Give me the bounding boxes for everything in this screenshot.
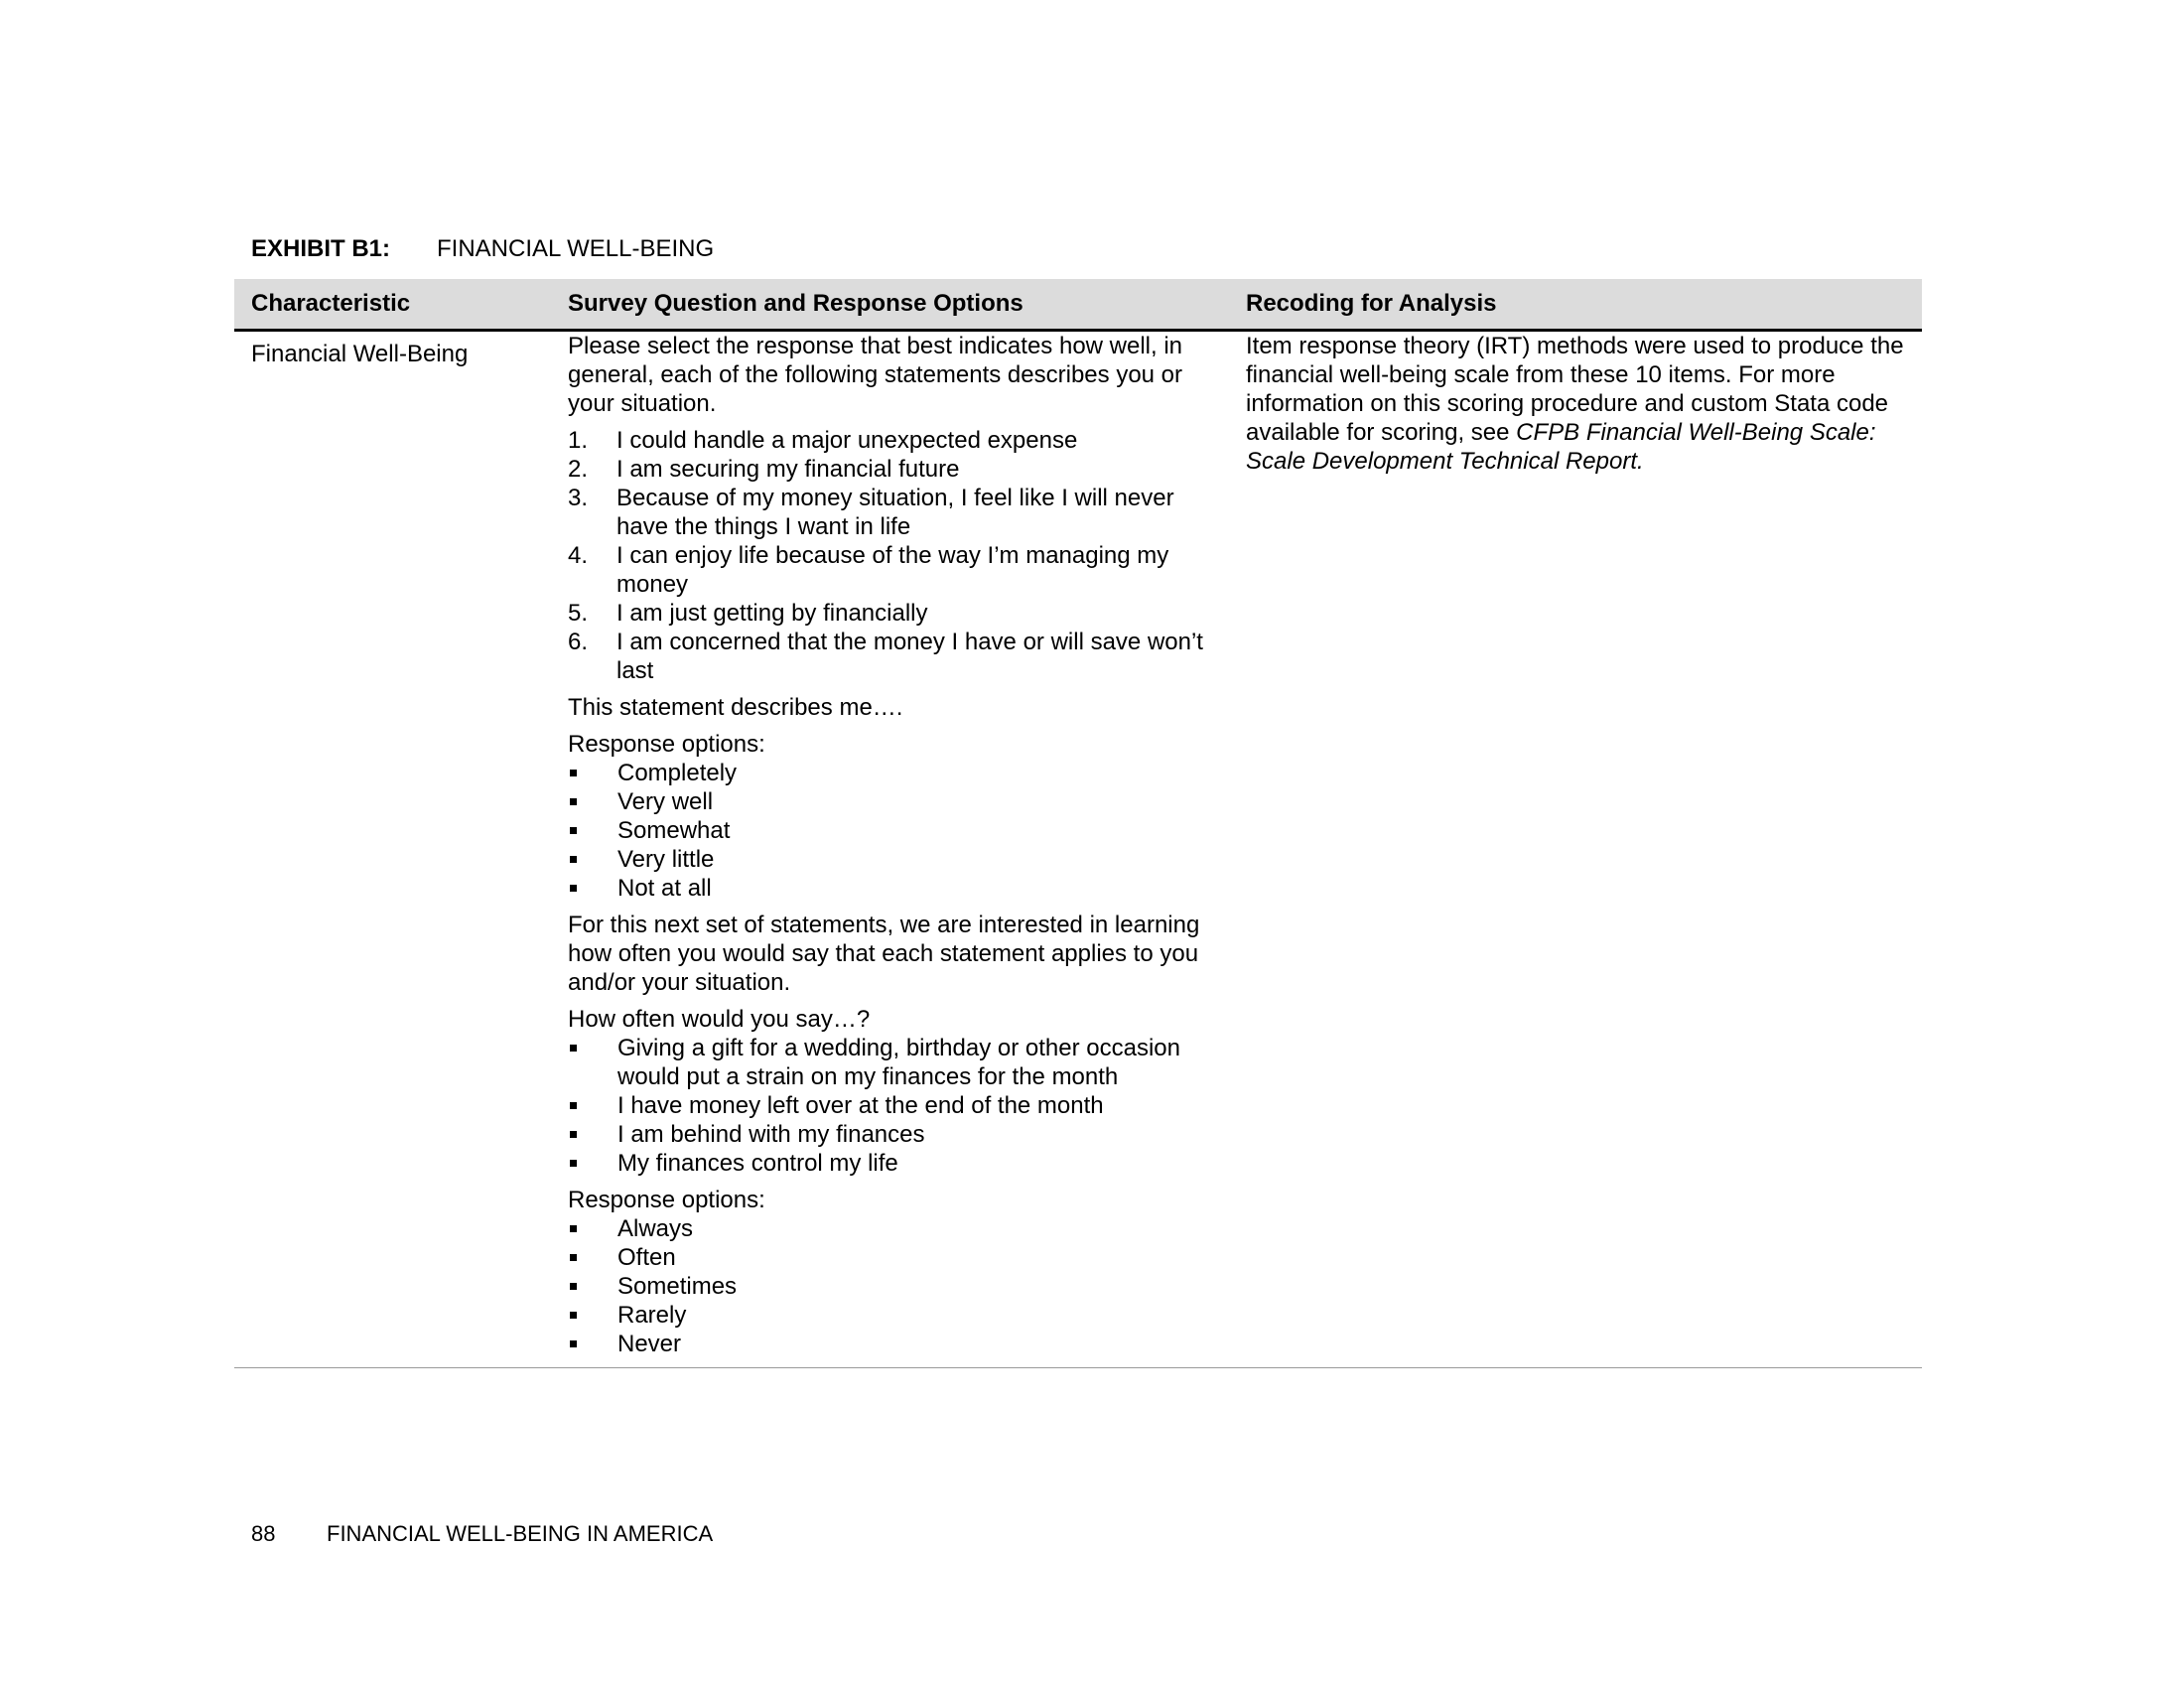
page-number: 88 [251, 1521, 276, 1546]
response-options-list [568, 759, 1223, 903]
list-item [568, 1091, 1223, 1120]
list-item [568, 1272, 1223, 1301]
statement-text: I am just getting by financially [616, 600, 928, 627]
statement-text: I am concerned that the money I have or will save won’t last [616, 629, 1203, 684]
list-item [568, 845, 1223, 874]
list-item [568, 1330, 1223, 1358]
running-title: FINANCIAL WELL-BEING IN AMERICA [327, 1521, 714, 1546]
option-text: Very little [617, 846, 715, 873]
bullet-icon [570, 1131, 577, 1138]
statement-item [568, 541, 1223, 599]
exhibit-table [234, 279, 1922, 1368]
option-text: Always [617, 1215, 694, 1242]
bullet-icon [570, 1102, 577, 1109]
statement-text: Giving a gift for a wedding, birthday or other occasion would put a strain on my finances for the month [617, 1035, 1180, 1090]
option-text: Not at all [617, 875, 712, 902]
option-text: Sometimes [617, 1273, 738, 1300]
statement-text: Because of my money situation, I feel like I will never have the things I want in life [616, 485, 1174, 540]
statement-number: 5. [568, 600, 589, 627]
list-item [568, 1243, 1223, 1272]
table-header-row [234, 279, 1922, 332]
response-options-label: Response options: [568, 1187, 765, 1213]
statement-number: 1. [568, 427, 589, 454]
option-text: Never [617, 1331, 682, 1357]
statement-text: My finances control my life [617, 1150, 898, 1177]
exhibit-title [251, 234, 714, 264]
option-text: Often [617, 1244, 676, 1271]
bullet-icon [570, 827, 577, 834]
how-often-list [568, 1034, 1223, 1178]
statement-text: I have money left over at the end of the month [617, 1092, 1104, 1119]
survey-question-cell [568, 332, 1223, 1366]
bullet-icon [570, 1254, 577, 1261]
bullet-icon [570, 1312, 577, 1319]
recoding-citation: CFPB Financial Well-Being Scale: Scale Development Technical Report. [1246, 419, 1876, 475]
statement-number: 4. [568, 542, 589, 569]
bullet-icon [570, 885, 577, 892]
list-item [568, 874, 1223, 903]
option-text: Rarely [617, 1302, 687, 1329]
bullet-icon [570, 856, 577, 863]
statement-item [568, 484, 1223, 541]
list-item [568, 1034, 1223, 1091]
page-footer [251, 1520, 713, 1548]
statement-list [568, 426, 1223, 685]
statement-item [568, 426, 1223, 455]
describes-prompt: This statement describes me…. [568, 694, 903, 721]
characteristic-cell: Financial Well-Being [251, 341, 469, 367]
bullet-icon [570, 1045, 577, 1052]
table-row [234, 332, 1922, 1368]
survey-intro: Please select the response that best indicates how well, in general, each of the following statements describes you or your situation. [568, 333, 1183, 417]
how-often-prompt: How often would you say…? [568, 1006, 871, 1033]
bullet-icon [570, 798, 577, 805]
list-item [568, 787, 1223, 816]
statement-number: 3. [568, 485, 589, 511]
statement-item [568, 628, 1223, 685]
list-item [568, 1120, 1223, 1149]
list-item [568, 759, 1223, 787]
recoding-text: Item response theory (IRT) methods were used to produce the financial well-being scale from these 10 items. For more information on this scoring procedure and custom Stata code available for scoring, see [1246, 333, 1904, 446]
option-text: Completely [617, 760, 738, 786]
statement-text: I am securing my financial future [616, 456, 960, 483]
bullet-icon [570, 1340, 577, 1347]
header-characteristic: Characteristic [251, 290, 411, 317]
list-item [568, 816, 1223, 845]
header-survey-question: Survey Question and Response Options [568, 290, 1024, 317]
response-options-label: Response options: [568, 731, 765, 758]
statement-text: I could handle a major unexpected expense [616, 427, 1078, 454]
list-item [568, 1301, 1223, 1330]
statement-number: 2. [568, 456, 589, 483]
option-text: Very well [617, 788, 714, 815]
bullet-icon [570, 1283, 577, 1290]
recoding-cell [1246, 332, 1911, 476]
option-text: Somewhat [617, 817, 731, 844]
statement-text: I am behind with my finances [617, 1121, 925, 1148]
header-recoding: Recoding for Analysis [1246, 290, 1497, 317]
exhibit-label: EXHIBIT B1: [251, 235, 391, 262]
statement-text: I can enjoy life because of the way I’m managing my money [616, 542, 1169, 598]
statement-item [568, 455, 1223, 484]
response-options-list [568, 1214, 1223, 1358]
list-item [568, 1149, 1223, 1178]
statement-number: 6. [568, 629, 589, 655]
bullet-icon [570, 1160, 577, 1167]
next-set-intro: For this next set of statements, we are interested in learning how often you would say that each statement applies to you and/or your situation. [568, 912, 1200, 996]
list-item [568, 1214, 1223, 1243]
statement-item [568, 599, 1223, 628]
bullet-icon [570, 1225, 577, 1232]
bullet-icon [570, 770, 577, 776]
exhibit-name: FINANCIAL WELL-BEING [437, 235, 715, 262]
